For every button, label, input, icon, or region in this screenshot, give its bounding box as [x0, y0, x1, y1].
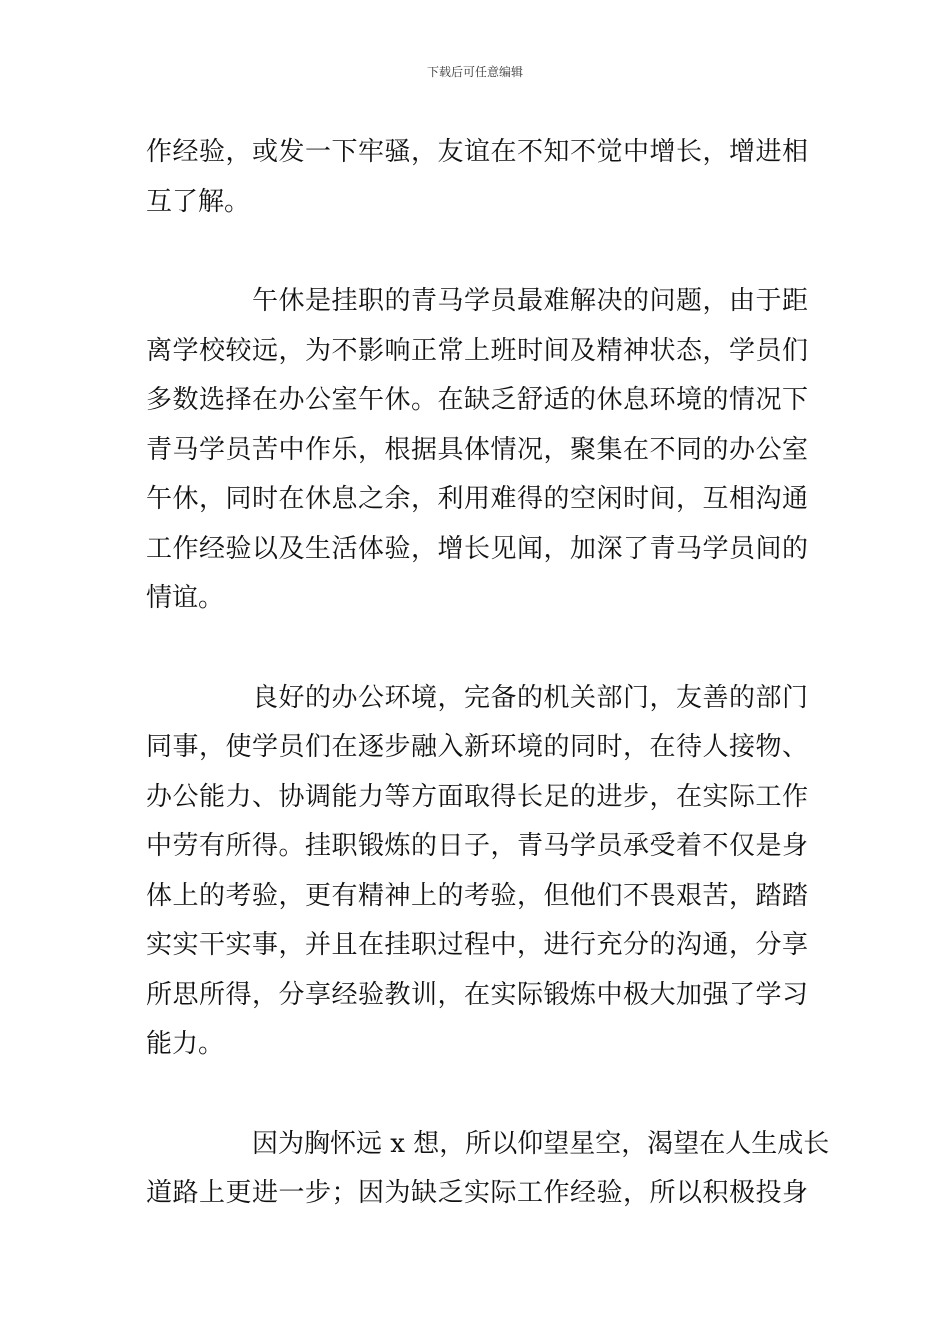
text-line: 作经验，或发一下牢骚，友谊在不知不觉中增长，增进相 [146, 137, 808, 167]
text-line: 办公能力、协调能力等方面取得长足的进步，在实际工作 [146, 781, 808, 812]
text-line: 互了解。 [146, 186, 251, 217]
text-line: 离学校较远，为不影响正常上班时间及精神状态，学员们 [146, 335, 808, 366]
text-line: 中劳有所得。挂职锻炼的日子，青马学员承受着不仅是身 [146, 831, 808, 861]
text-line: 所思所得，分享经验教训，在实际锻炼中极大加强了学习 [146, 979, 808, 1010]
text-line: 工作经验以及生活体验，增长见闻，加深了青马学员间的 [146, 533, 808, 564]
paragraph [146, 674, 808, 1070]
paragraph [146, 1120, 830, 1219]
paragraph [146, 277, 808, 624]
text-line: 体上的考验，更有精神上的考验，但他们不畏艰苦，踏踏 [146, 880, 808, 911]
text-line: 能力。 [146, 1029, 225, 1059]
text-line: 午休，同时在休息之余，利用难得的空闲时间，互相沟通 [146, 484, 808, 514]
text-line: 道路上更进一步；因为缺乏实际工作经验，所以积极投身 [146, 1178, 808, 1208]
text-line: 同事，使学员们在逐步融入新环境的同时，在待人接物、 [146, 732, 808, 762]
document-body [146, 128, 830, 1269]
text-line: 青马学员苦中作乐，根据具体情况，聚集在不同的办公室 [146, 434, 808, 465]
paragraph [146, 128, 808, 227]
text-line: 实实干实事，并且在挂职过程中，进行充分的沟通，分享 [146, 930, 808, 960]
page-header: 下载后可任意编辑 [426, 65, 523, 79]
text-line: 多数选择在办公室午休。在缺乏舒适的休息环境的情况下 [146, 385, 808, 415]
text-line: 情谊。 [146, 583, 225, 613]
text-line: 午休是挂职的青马学员最难解决的问题，由于距 [252, 286, 808, 316]
text-line: 因为胸怀远 x 想，所以仰望星空，渴望在人生成长 [252, 1128, 830, 1159]
text-line: 良好的办公环境，完备的机关部门，友善的部门 [252, 682, 808, 713]
